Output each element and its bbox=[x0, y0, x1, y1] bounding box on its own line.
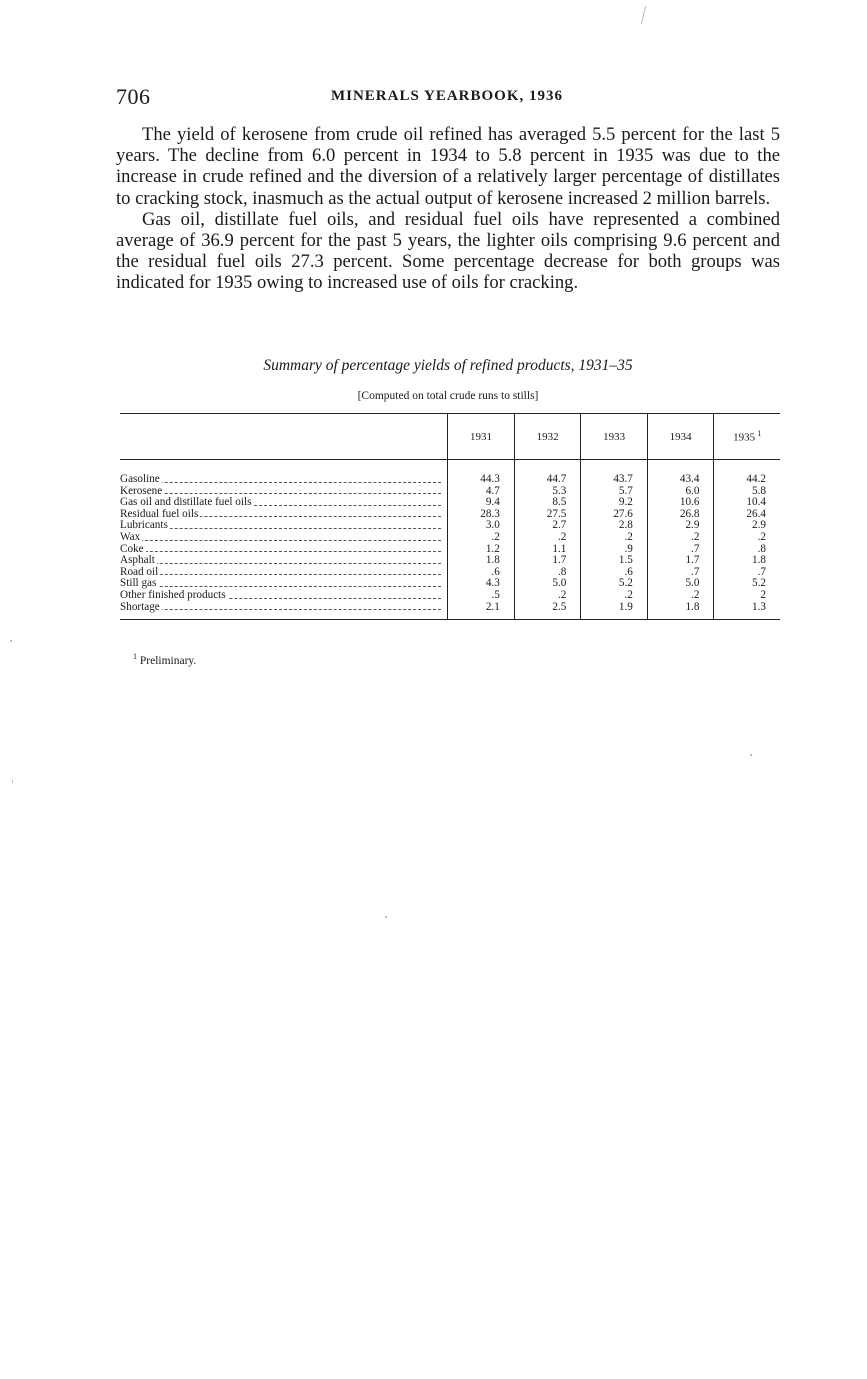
cell-value: 10.6 bbox=[647, 497, 714, 509]
cell-value: 43.7 bbox=[581, 474, 648, 486]
row-label: Shortage bbox=[120, 602, 448, 620]
cell-value: 5.0 bbox=[514, 578, 581, 590]
table-row bbox=[120, 474, 780, 486]
cell-value: 8.5 bbox=[514, 497, 581, 509]
cell-value: 1.8 bbox=[714, 555, 780, 567]
row-label: Gas oil and distillate fuel oils bbox=[120, 497, 448, 509]
cell-value: 5.0 bbox=[647, 578, 714, 590]
cell-value: 1.1 bbox=[514, 544, 581, 556]
cell-value: .7 bbox=[647, 567, 714, 579]
cell-value: 26.4 bbox=[714, 509, 780, 521]
table-subtitle: [Computed on total crude runs to stills] bbox=[357, 390, 539, 402]
cell-value: 4.7 bbox=[448, 486, 515, 498]
cell-value: 9.2 bbox=[581, 497, 648, 509]
cell-value: 44.2 bbox=[714, 474, 780, 486]
cell-value: 1.7 bbox=[647, 555, 714, 567]
scan-artifact bbox=[12, 780, 13, 783]
cell-value: .2 bbox=[514, 590, 581, 602]
cell-value: 44.3 bbox=[448, 474, 515, 486]
cell-value: 4.3 bbox=[448, 578, 515, 590]
cell-value: .8 bbox=[714, 544, 780, 556]
table-row bbox=[120, 590, 780, 602]
cell-value: 3.0 bbox=[448, 520, 515, 532]
column-header-1934: 1934 bbox=[647, 414, 714, 460]
stub-header bbox=[120, 414, 448, 460]
cell-value: .2 bbox=[647, 590, 714, 602]
footnote-text: Preliminary. bbox=[139, 654, 197, 667]
cell-value: 2.7 bbox=[514, 520, 581, 532]
cell-value: 2.1 bbox=[448, 602, 515, 620]
scan-artifact bbox=[750, 754, 752, 756]
body-text bbox=[116, 124, 780, 294]
row-label: Coke bbox=[120, 544, 448, 556]
cell-value: 6.0 bbox=[647, 486, 714, 498]
cell-value: .9 bbox=[581, 544, 648, 556]
cell-value: .6 bbox=[581, 567, 648, 579]
cell-value: .2 bbox=[581, 532, 648, 544]
paragraph-fuel-oils: Gas oil, distillate fuel oils, and residual fuel oils have represented a combined average of 36.9 percent for the past 5 years, the lighter oils comprising 9.6 percent and the residual fuel oils 27.3 percent. Some percentage decrease for both groups was indicated for 1935 owing to increased use of oils for cracking. bbox=[116, 208, 780, 294]
table-row bbox=[120, 578, 780, 590]
column-header-1935: 1935 $^1$ bbox=[714, 414, 780, 460]
cell-value: .8 bbox=[514, 567, 581, 579]
cell-value: 28.3 bbox=[448, 509, 515, 521]
cell-value: .2 bbox=[448, 532, 515, 544]
cell-value: 26.8 bbox=[647, 509, 714, 521]
row-label: Road oil bbox=[120, 567, 448, 579]
yields-table bbox=[120, 413, 780, 620]
cell-value: .5 bbox=[448, 590, 515, 602]
row-label: Asphalt bbox=[120, 555, 448, 567]
paragraph-kerosene: The yield of kerosene from crude oil refined has averaged 5.5 percent for the last 5 years. The decline from 6.0 percent in 1934 to 5.8 percent in 1935 was due to the increase in crude refined and the diversion of a relatively larger percentage of distillates to cracking stock, inasmuch as the actual output of kerosene increased 2 million barrels. bbox=[116, 124, 780, 209]
row-label: Other finished products bbox=[120, 590, 448, 602]
table-row bbox=[120, 602, 780, 620]
table-row bbox=[120, 555, 780, 567]
running-head: MINERALS YEARBOOK, 1936 bbox=[330, 88, 564, 104]
table-title: Summary of percentage yields of refined products, 1931–35 bbox=[263, 357, 633, 374]
table-header-row bbox=[120, 414, 780, 460]
cell-value: 1.2 bbox=[448, 544, 515, 556]
cell-value: 2 bbox=[714, 590, 780, 602]
scan-artifact bbox=[385, 916, 387, 918]
cell-value: 2.8 bbox=[581, 520, 648, 532]
cell-value: 43.4 bbox=[647, 474, 714, 486]
cell-value: 5.8 bbox=[714, 486, 780, 498]
spacer-row bbox=[120, 460, 780, 475]
cell-value: 5.2 bbox=[714, 578, 780, 590]
column-header-1931: 1931 bbox=[448, 414, 515, 460]
cell-value: 27.6 bbox=[581, 509, 648, 521]
footnote-ref: 1 bbox=[757, 429, 762, 439]
scan-artifact bbox=[641, 6, 646, 24]
cell-value: 1.8 bbox=[647, 602, 714, 620]
footnote bbox=[133, 652, 196, 667]
cell-value: 5.7 bbox=[581, 486, 648, 498]
cell-value: 1.8 bbox=[448, 555, 515, 567]
cell-value: 1.5 bbox=[581, 555, 648, 567]
table-row bbox=[120, 544, 780, 556]
cell-value: 2.5 bbox=[514, 602, 581, 620]
table-row bbox=[120, 532, 780, 544]
column-header-1933: 1933 bbox=[581, 414, 648, 460]
cell-value: .2 bbox=[581, 590, 648, 602]
row-label: Gasoline bbox=[120, 474, 448, 486]
table-body bbox=[120, 460, 780, 620]
row-label: Lubricants bbox=[120, 520, 448, 532]
row-label: Still gas bbox=[120, 578, 448, 590]
row-label: Wax bbox=[120, 532, 448, 544]
column-header-1932: 1932 bbox=[514, 414, 581, 460]
cell-value: 2.9 bbox=[714, 520, 780, 532]
row-label: Kerosene bbox=[120, 486, 448, 498]
cell-value: .2 bbox=[647, 532, 714, 544]
cell-value: 5.3 bbox=[514, 486, 581, 498]
cell-value: 5.2 bbox=[581, 578, 648, 590]
cell-value: .7 bbox=[714, 567, 780, 579]
cell-value: .6 bbox=[448, 567, 515, 579]
cell-value: .2 bbox=[714, 532, 780, 544]
page-number: 706 bbox=[116, 84, 151, 109]
cell-value: 1.3 bbox=[714, 602, 780, 620]
cell-value: 9.4 bbox=[448, 497, 515, 509]
cell-value: 1.7 bbox=[514, 555, 581, 567]
footnote-marker: 1 bbox=[133, 652, 137, 661]
table-row bbox=[120, 520, 780, 532]
page-header bbox=[116, 84, 778, 114]
scan-artifact bbox=[10, 640, 12, 642]
cell-value: 10.4 bbox=[714, 497, 780, 509]
cell-value: 44.7 bbox=[514, 474, 581, 486]
cell-value: .2 bbox=[514, 532, 581, 544]
cell-value: 1.9 bbox=[581, 602, 648, 620]
table-row bbox=[120, 567, 780, 579]
table-row bbox=[120, 509, 780, 521]
cell-value: .7 bbox=[647, 544, 714, 556]
cell-value: 27.5 bbox=[514, 509, 581, 521]
row-label: Residual fuel oils bbox=[120, 509, 448, 521]
cell-value: 2.9 bbox=[647, 520, 714, 532]
